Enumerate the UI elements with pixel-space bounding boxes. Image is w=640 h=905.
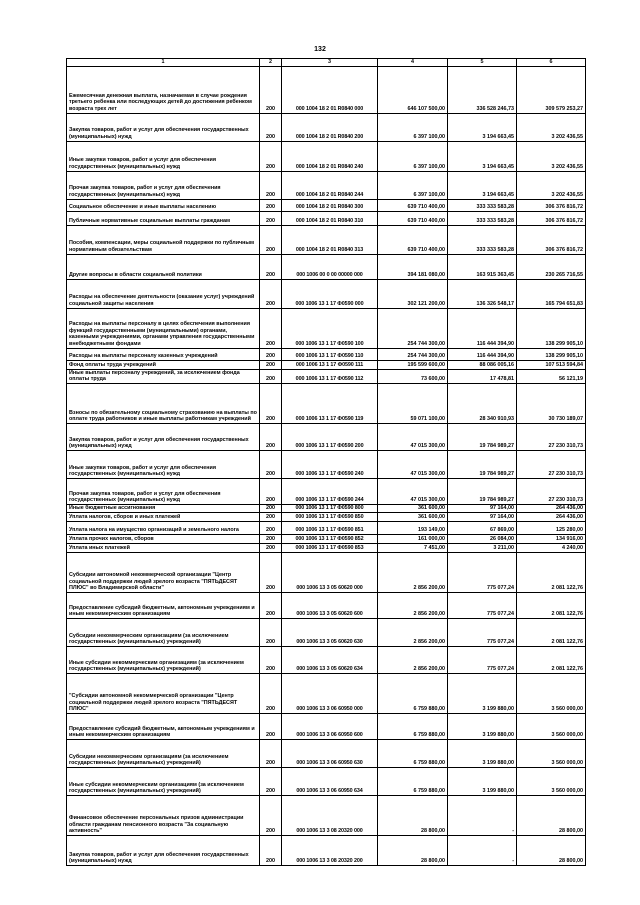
row-value-col5: 67 869,00 xyxy=(448,521,517,534)
row-value-col5: 28 340 910,93 xyxy=(448,383,517,423)
row-value-col5: 116 444 394,90 xyxy=(448,348,517,360)
row-value-col5: 3 199 880,00 xyxy=(448,767,517,795)
row-value-col4: 193 149,00 xyxy=(378,521,448,534)
header-col-1: 1 xyxy=(67,59,260,67)
row-code: 000 1006 13 1 17 Ф0590 200 xyxy=(282,423,378,450)
row-value-col4: 6 397 100,00 xyxy=(378,113,448,141)
row-grbs: 200 xyxy=(260,713,282,739)
row-code: 000 1006 13 3 06 60950 600 xyxy=(282,713,378,739)
row-value-col6: 3 560 000,00 xyxy=(517,767,586,795)
row-value-col4: 6 397 100,00 xyxy=(378,141,448,171)
row-value-col6: 230 265 716,55 xyxy=(517,254,586,279)
row-value-col5: 3 194 663,45 xyxy=(448,113,517,141)
row-name: Субсидии некоммерческим организациям (за исключением государственных (муниципальных) учреждений) xyxy=(67,618,260,646)
table-row xyxy=(67,225,586,254)
table-row xyxy=(67,478,586,504)
row-value-col6: 3 560 000,00 xyxy=(517,713,586,739)
row-code: 000 1006 13 1 17 Ф0590 244 xyxy=(282,478,378,504)
row-value-col5: 3 199 880,00 xyxy=(448,673,517,713)
row-value-col5: 163 915 363,45 xyxy=(448,254,517,279)
row-code: 000 1006 13 1 17 Ф0590 851 xyxy=(282,521,378,534)
row-grbs: 200 xyxy=(260,646,282,673)
row-value-col6: 3 560 000,00 xyxy=(517,673,586,713)
row-code: 000 1006 00 0 00 00000 000 xyxy=(282,254,378,279)
row-value-col4: 6 759 880,00 xyxy=(378,713,448,739)
row-value-col5: 336 528 246,73 xyxy=(448,66,517,113)
row-code: 000 1006 13 1 17 Ф0590 000 xyxy=(282,279,378,308)
row-value-col5: 88 086 005,16 xyxy=(448,360,517,369)
table-row xyxy=(67,171,586,199)
header-col-5: 5 xyxy=(448,59,517,67)
row-name: Прочая закупка товаров, работ и услуг для обеспечения государственных (муниципальных) нужд xyxy=(67,478,260,504)
row-grbs: 200 xyxy=(260,795,282,835)
row-value-col4: 47 015 300,00 xyxy=(378,423,448,450)
row-code: 000 1006 13 1 17 Ф0590 850 xyxy=(282,512,378,521)
row-code: 000 1004 18 2 01 R0840 240 xyxy=(282,141,378,171)
row-value-col4: 6 759 880,00 xyxy=(378,767,448,795)
row-value-col4: 361 600,00 xyxy=(378,504,448,512)
row-value-col6: 28 800,00 xyxy=(517,795,586,835)
row-value-col4: 639 710 400,00 xyxy=(378,199,448,211)
row-code: 000 1004 18 2 01 R0840 000 xyxy=(282,66,378,113)
table-row xyxy=(67,113,586,141)
row-code: 000 1004 18 2 01 R0840 300 xyxy=(282,199,378,211)
row-name: Другие вопросы в области социальной политики xyxy=(67,254,260,279)
row-code: 000 1004 18 2 01 R0840 313 xyxy=(282,225,378,254)
row-code: 000 1006 13 1 17 Ф0590 119 xyxy=(282,383,378,423)
row-grbs: 200 xyxy=(260,225,282,254)
row-grbs: 200 xyxy=(260,279,282,308)
row-value-col4: 646 107 500,00 xyxy=(378,66,448,113)
row-name: Предоставление субсидий бюджетным, автономным учреждениям и иным некоммерческим организациям xyxy=(67,713,260,739)
row-value-col4: 6 397 100,00 xyxy=(378,171,448,199)
row-value-col6: 2 081 122,76 xyxy=(517,618,586,646)
row-value-col6: 309 579 253,27 xyxy=(517,66,586,113)
row-code: 000 1004 18 2 01 R0840 200 xyxy=(282,113,378,141)
row-value-col5: 333 333 583,28 xyxy=(448,225,517,254)
row-value-col6: 3 560 000,00 xyxy=(517,739,586,767)
row-value-col5: 26 084,00 xyxy=(448,534,517,543)
row-value-col4: 302 121 200,00 xyxy=(378,279,448,308)
table-row xyxy=(67,360,586,369)
row-name: Уплата налога на имущество организаций и земельного налога xyxy=(67,521,260,534)
row-name: Закупка товаров, работ и услуг для обеспечения государственных (муниципальных) нужд xyxy=(67,835,260,865)
row-value-col4: 2 856 200,00 xyxy=(378,646,448,673)
row-value-col5: 775 077,24 xyxy=(448,592,517,618)
row-value-col6: 27 230 310,73 xyxy=(517,450,586,478)
table-row xyxy=(67,504,586,512)
row-code: 000 1006 13 3 08 20320 000 xyxy=(282,795,378,835)
row-value-col4: 394 181 080,00 xyxy=(378,254,448,279)
row-value-col4: 6 759 880,00 xyxy=(378,673,448,713)
table-row xyxy=(67,835,586,865)
row-grbs: 200 xyxy=(260,673,282,713)
row-grbs: 200 xyxy=(260,478,282,504)
row-value-col4: 6 759 880,00 xyxy=(378,739,448,767)
table-row xyxy=(67,348,586,360)
row-value-col6: 56 121,19 xyxy=(517,369,586,383)
row-value-col6: 2 081 122,76 xyxy=(517,592,586,618)
table-row xyxy=(67,141,586,171)
row-grbs: 200 xyxy=(260,211,282,225)
page-number: 132 xyxy=(314,46,326,53)
row-name: Иные закупки товаров, работ и услуг для обеспечения государственных (муниципальных) нужд xyxy=(67,450,260,478)
table-row xyxy=(67,592,586,618)
row-value-col6: 125 280,00 xyxy=(517,521,586,534)
row-value-col4: 59 071 100,00 xyxy=(378,383,448,423)
row-value-col5: 97 164,00 xyxy=(448,512,517,521)
row-value-col4: 161 000,00 xyxy=(378,534,448,543)
row-grbs: 200 xyxy=(260,171,282,199)
row-name: Фонд оплаты труда учреждений xyxy=(67,360,260,369)
row-value-col6: 306 376 816,72 xyxy=(517,225,586,254)
row-grbs: 200 xyxy=(260,383,282,423)
row-grbs: 200 xyxy=(260,767,282,795)
row-grbs: 200 xyxy=(260,423,282,450)
row-grbs: 200 xyxy=(260,199,282,211)
row-value-col6: 27 230 310,73 xyxy=(517,478,586,504)
row-value-col4: 254 744 300,00 xyxy=(378,308,448,348)
row-value-col4: 254 744 300,00 xyxy=(378,348,448,360)
row-code: 000 1006 13 1 17 Ф0590 112 xyxy=(282,369,378,383)
row-value-col5: 3 211,00 xyxy=(448,543,517,552)
row-value-col6: 2 081 122,76 xyxy=(517,552,586,592)
row-grbs: 200 xyxy=(260,534,282,543)
row-name: Уплата иных платежей xyxy=(67,543,260,552)
row-value-col4: 2 856 200,00 xyxy=(378,552,448,592)
row-grbs: 200 xyxy=(260,141,282,171)
row-value-col4: 28 800,00 xyxy=(378,795,448,835)
row-code: 000 1006 13 3 06 60950 634 xyxy=(282,767,378,795)
table-row xyxy=(67,199,586,211)
table-row xyxy=(67,767,586,795)
row-code: 000 1006 13 3 05 60620 630 xyxy=(282,618,378,646)
row-grbs: 200 xyxy=(260,512,282,521)
row-name: Предоставление субсидий бюджетным, автономным учреждениям и иным некоммерческим организациям xyxy=(67,592,260,618)
row-value-col4: 7 451,00 xyxy=(378,543,448,552)
table-row xyxy=(67,552,586,592)
row-grbs: 200 xyxy=(260,739,282,767)
row-value-col6: 264 436,00 xyxy=(517,504,586,512)
row-value-col6: 134 916,00 xyxy=(517,534,586,543)
row-grbs: 200 xyxy=(260,254,282,279)
row-name: Иные субсидии некоммерческим организациям (за исключением государственных (муниципальных) учреждений) xyxy=(67,767,260,795)
row-name: Иные субсидии некоммерческим организациям (за исключением государственных (муниципальных) учреждений) xyxy=(67,646,260,673)
row-name: Расходы на выплаты персоналу казенных учреждений xyxy=(67,348,260,360)
row-value-col6: 3 202 436,55 xyxy=(517,141,586,171)
row-value-col6: 3 202 436,55 xyxy=(517,113,586,141)
row-value-col5: 17 478,81 xyxy=(448,369,517,383)
row-name: Иные выплаты персоналу учреждений, за исключением фонда оплаты труда xyxy=(67,369,260,383)
row-value-col6: 138 299 905,10 xyxy=(517,308,586,348)
table-row xyxy=(67,646,586,673)
row-name: Публичные нормативные социальные выплаты гражданам xyxy=(67,211,260,225)
row-name: Расходы на выплаты персоналу в целях обеспечения выполнения функций государственными (муниципальными) органами, казенными учреждениями, органами управления государственными внебюджетными фондами xyxy=(67,308,260,348)
row-value-col6: 107 513 594,84 xyxy=(517,360,586,369)
row-code: 000 1006 13 3 05 60620 000 xyxy=(282,552,378,592)
row-code: 000 1004 18 2 01 R0840 244 xyxy=(282,171,378,199)
row-value-col5: 333 333 583,28 xyxy=(448,199,517,211)
table-row xyxy=(67,543,586,552)
row-value-col5: 3 199 880,00 xyxy=(448,713,517,739)
row-name: Прочая закупка товаров, работ и услуг для обеспечения государственных (муниципальных) нужд xyxy=(67,171,260,199)
table-row xyxy=(67,739,586,767)
row-name: Иные закупки товаров, работ и услуг для обеспечения государственных (муниципальных) нужд xyxy=(67,141,260,171)
row-value-col6: 30 730 189,07 xyxy=(517,383,586,423)
header-col-4: 4 xyxy=(378,59,448,67)
row-code: 000 1004 18 2 01 R0840 310 xyxy=(282,211,378,225)
row-value-col4: 2 856 200,00 xyxy=(378,592,448,618)
row-grbs: 200 xyxy=(260,360,282,369)
row-value-col6: 306 376 816,72 xyxy=(517,199,586,211)
row-value-col5: 19 784 989,27 xyxy=(448,423,517,450)
row-value-col4: 2 856 200,00 xyxy=(378,618,448,646)
row-name: Уплата прочих налогов, сборов xyxy=(67,534,260,543)
table-row xyxy=(67,66,586,113)
row-grbs: 200 xyxy=(260,543,282,552)
budget-table xyxy=(66,58,586,866)
header-row xyxy=(67,59,586,67)
table-row xyxy=(67,534,586,543)
row-code: 000 1006 13 3 06 60950 630 xyxy=(282,739,378,767)
row-value-col6: 27 230 310,73 xyxy=(517,423,586,450)
table-row xyxy=(67,673,586,713)
row-grbs: 200 xyxy=(260,113,282,141)
table-row xyxy=(67,512,586,521)
row-value-col4: 73 600,00 xyxy=(378,369,448,383)
row-value-col5: 19 784 989,27 xyxy=(448,478,517,504)
row-name: Закупка товаров, работ и услуг для обеспечения государственных (муниципальных) нужд xyxy=(67,113,260,141)
row-name: Пособия, компенсации, меры социальной поддержки по публичным нормативным обязательствам xyxy=(67,225,260,254)
row-code: 000 1006 13 3 08 20320 200 xyxy=(282,835,378,865)
table-row xyxy=(67,795,586,835)
row-value-col4: 639 710 400,00 xyxy=(378,225,448,254)
row-value-col6: 138 299 905,10 xyxy=(517,348,586,360)
row-grbs: 200 xyxy=(260,308,282,348)
row-grbs: 200 xyxy=(260,592,282,618)
row-code: 000 1006 13 3 05 60620 600 xyxy=(282,592,378,618)
row-value-col5: 3 199 880,00 xyxy=(448,739,517,767)
row-grbs: 200 xyxy=(260,521,282,534)
row-code: 000 1006 13 3 05 60620 634 xyxy=(282,646,378,673)
row-name: Взносы по обязательному социальному страхованию на выплаты по оплате труда работников и иные выплаты работникам учреждений xyxy=(67,383,260,423)
row-value-col5: 136 326 548,17 xyxy=(448,279,517,308)
header-col-2: 2 xyxy=(260,59,282,67)
table-row xyxy=(67,423,586,450)
row-value-col4: 639 710 400,00 xyxy=(378,211,448,225)
row-name: Субсидии некоммерческим организациям (за исключением государственных (муниципальных) учреждений) xyxy=(67,739,260,767)
row-value-col4: 195 599 600,00 xyxy=(378,360,448,369)
row-value-col6: 3 202 436,55 xyxy=(517,171,586,199)
row-value-col6: 306 376 816,72 xyxy=(517,211,586,225)
row-name: Уплата налогов, сборов и иных платежей xyxy=(67,512,260,521)
row-grbs: 200 xyxy=(260,66,282,113)
row-name: Ежемесячная денежная выплата, назначаемая в случае рождения третьего ребенка или последующих детей до достижения ребенком возраста трех лет xyxy=(67,66,260,113)
row-value-col5: - xyxy=(448,835,517,865)
row-code: 000 1006 13 1 17 Ф0590 853 xyxy=(282,543,378,552)
row-value-col5: 775 077,24 xyxy=(448,646,517,673)
table-row xyxy=(67,211,586,225)
table-row xyxy=(67,308,586,348)
row-grbs: 200 xyxy=(260,369,282,383)
row-value-col5: 116 444 394,90 xyxy=(448,308,517,348)
row-code: 000 1006 13 1 17 Ф0590 110 xyxy=(282,348,378,360)
row-name: Закупка товаров, работ и услуг для обеспечения государственных (муниципальных) нужд xyxy=(67,423,260,450)
row-grbs: 200 xyxy=(260,835,282,865)
row-value-col5: 775 077,24 xyxy=(448,618,517,646)
row-value-col5: 19 784 989,27 xyxy=(448,450,517,478)
row-code: 000 1006 13 3 06 60950 000 xyxy=(282,673,378,713)
row-value-col4: 361 600,00 xyxy=(378,512,448,521)
table-row xyxy=(67,383,586,423)
row-value-col5: 97 164,00 xyxy=(448,504,517,512)
row-value-col5: 3 194 663,45 xyxy=(448,171,517,199)
row-grbs: 200 xyxy=(260,552,282,592)
row-code: 000 1006 13 1 17 Ф0590 800 xyxy=(282,504,378,512)
row-value-col5: 775 077,24 xyxy=(448,552,517,592)
header-col-3: 3 xyxy=(282,59,378,67)
row-name: Финансовое обеспечение персональных призов администрации области гражданам пенсионного возраста "За социальную активность" xyxy=(67,795,260,835)
table-body xyxy=(67,66,586,865)
row-code: 000 1006 13 1 17 Ф0590 100 xyxy=(282,308,378,348)
table-row xyxy=(67,713,586,739)
row-value-col6: 264 436,00 xyxy=(517,512,586,521)
header-col-6: 6 xyxy=(517,59,586,67)
table-row xyxy=(67,521,586,534)
row-grbs: 200 xyxy=(260,618,282,646)
row-value-col4: 47 015 300,00 xyxy=(378,478,448,504)
row-value-col5: 333 333 583,28 xyxy=(448,211,517,225)
table-row xyxy=(67,618,586,646)
row-value-col5: 3 194 663,45 xyxy=(448,141,517,171)
row-value-col4: 28 800,00 xyxy=(378,835,448,865)
table-row xyxy=(67,279,586,308)
row-value-col4: 47 015 300,00 xyxy=(378,450,448,478)
row-name: Субсидии автономной некоммерческой организации "Центр социальной поддержки людей зрелого возраста "ПЯТЬДЕСЯТ ПЛЮС" во Владимирской области" xyxy=(67,552,260,592)
row-name: Социальное обеспечение и иные выплаты населению xyxy=(67,199,260,211)
table-row xyxy=(67,254,586,279)
row-value-col5: - xyxy=(448,795,517,835)
row-code: 000 1006 13 1 17 Ф0590 852 xyxy=(282,534,378,543)
table-row xyxy=(67,450,586,478)
table-row xyxy=(67,369,586,383)
row-name: Иные бюджетные ассигнования xyxy=(67,504,260,512)
row-name: Расходы на обеспечение деятельности (оказание услуг) учреждений социальной защиты населения xyxy=(67,279,260,308)
row-grbs: 200 xyxy=(260,504,282,512)
row-value-col6: 4 240,00 xyxy=(517,543,586,552)
row-grbs: 200 xyxy=(260,450,282,478)
row-code: 000 1006 13 1 17 Ф0590 111 xyxy=(282,360,378,369)
row-value-col6: 165 794 651,83 xyxy=(517,279,586,308)
row-name: "Субсидии автономной некоммерческой организации "Центр социальной поддержки людей зрелого возраста "ПЯТЬДЕСЯТ ПЛЮС" xyxy=(67,673,260,713)
row-grbs: 200 xyxy=(260,348,282,360)
row-value-col6: 2 081 122,76 xyxy=(517,646,586,673)
row-value-col6: 28 800,00 xyxy=(517,835,586,865)
row-code: 000 1006 13 1 17 Ф0590 240 xyxy=(282,450,378,478)
